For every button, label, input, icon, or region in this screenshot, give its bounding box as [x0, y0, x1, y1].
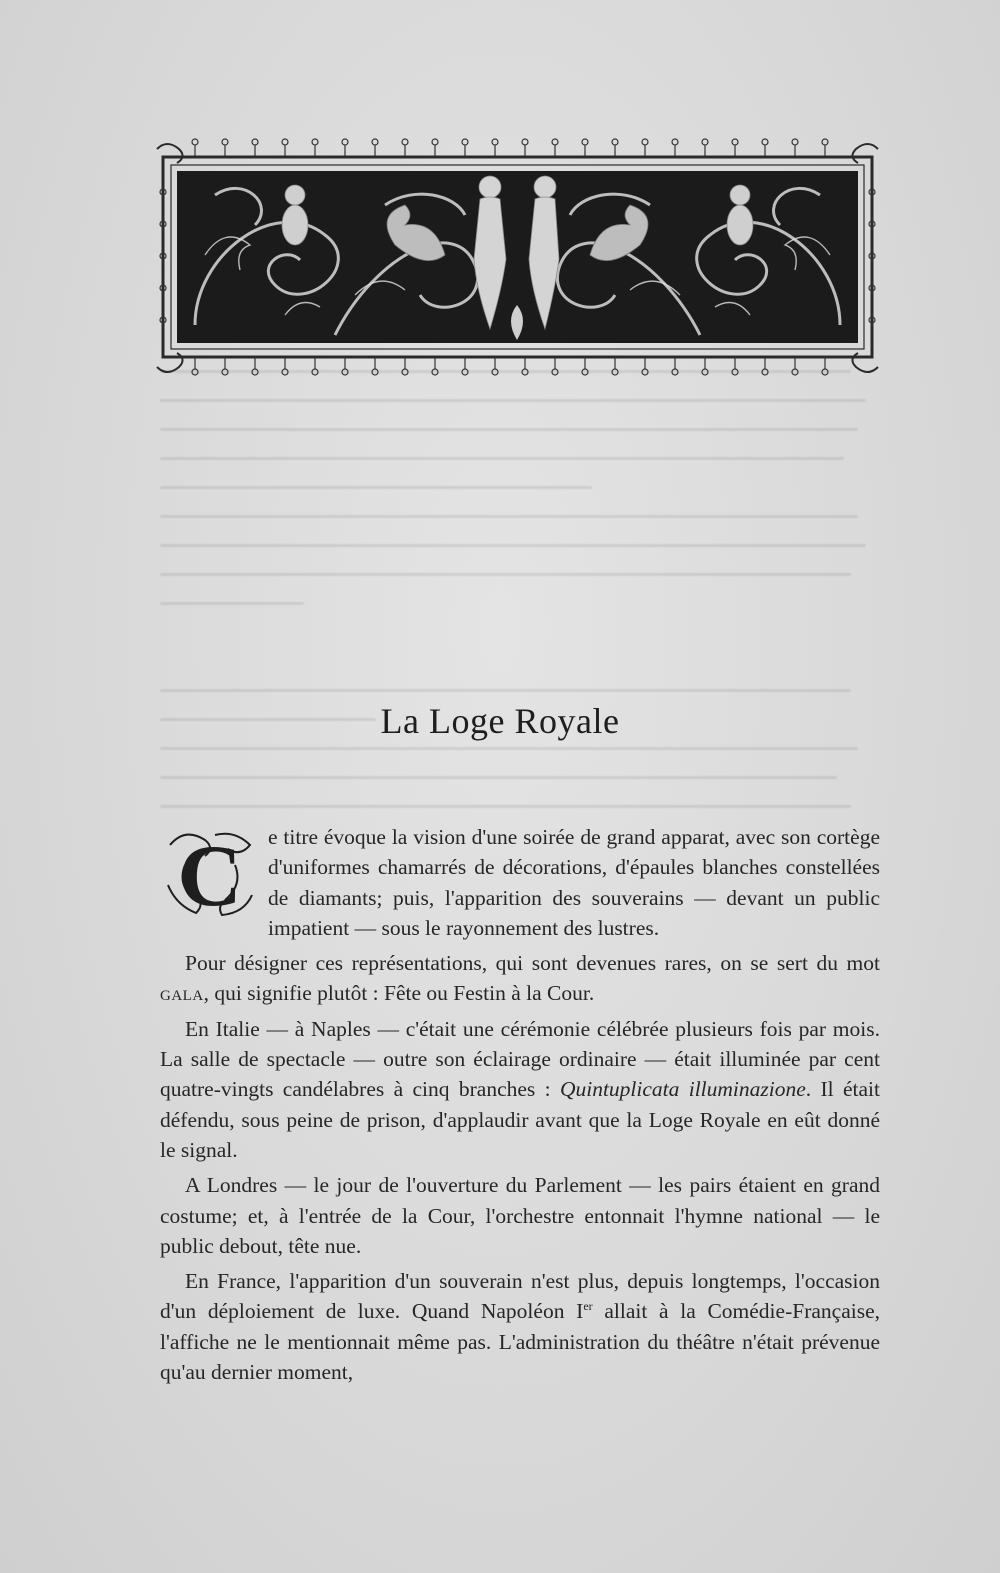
- text-run: En France, l'apparition d'un souverain n'est plus, depuis longtemps, l'occasion d'un déploiement de luxe. Quand Napoléon I: [160, 1269, 880, 1324]
- paragraph: [160, 948, 880, 1009]
- paragraph: [160, 822, 880, 943]
- text-run: A Londres — le jour de l'ouverture du Parlement — les pairs étaient en grand costume; et, à l'entrée de la Cour, l'orchestre entonnait l'hymne national — le public debout, tête nue.: [160, 1173, 880, 1258]
- text-run: , qui signifie plutôt : Fête ou Festin à la Cour.: [203, 981, 595, 1006]
- paragraph-list: [160, 822, 880, 1387]
- paragraph: [160, 1266, 880, 1387]
- text-run: allait à la Comédie-Française, l'affiche ne le mentionnait même pas. L'administration du théâtre n'était prévenue qu'au dernier moment,: [160, 1299, 880, 1385]
- text-run: En Italie — à Naples — c'était une cérémonie célébrée plusieurs fois par mois. La salle de spectacle — outre son éclairage ordinaire — était illuminée par cent quatre-vingts candélabres à cinq branches :: [160, 1016, 880, 1102]
- dropcap-ornament: [160, 825, 260, 921]
- text-run: . Il était défendu, sous peine de prison, d'applaudir avant que la Loge Royale en eût donné le signal.: [160, 1077, 880, 1162]
- text-run: er: [583, 1299, 593, 1314]
- body-text: [160, 822, 880, 1392]
- text-run: Pour désigner ces représentations, qui sont devenues rares, on se sert du mot: [185, 951, 880, 976]
- dropcap-letter: C: [178, 828, 242, 921]
- text-run: gala: [160, 981, 204, 1006]
- text-run: Quintuplicata illuminazione: [559, 1077, 806, 1102]
- paragraph: [160, 1014, 880, 1165]
- bleed-through-text: [160, 370, 880, 890]
- ornamental-headpiece: [155, 135, 880, 380]
- paragraph: [160, 1170, 880, 1261]
- text-run: e titre évoque la vision d'une soirée de grand apparat, avec son cortège d'uniformes chamarrés de décorations, d'épaules blanches constellées de diamants; puis, l'apparition des souverains — devant un public impatient — sous le rayonnement des lustres.: [268, 825, 880, 940]
- page-title: La Loge Royale: [380, 701, 620, 741]
